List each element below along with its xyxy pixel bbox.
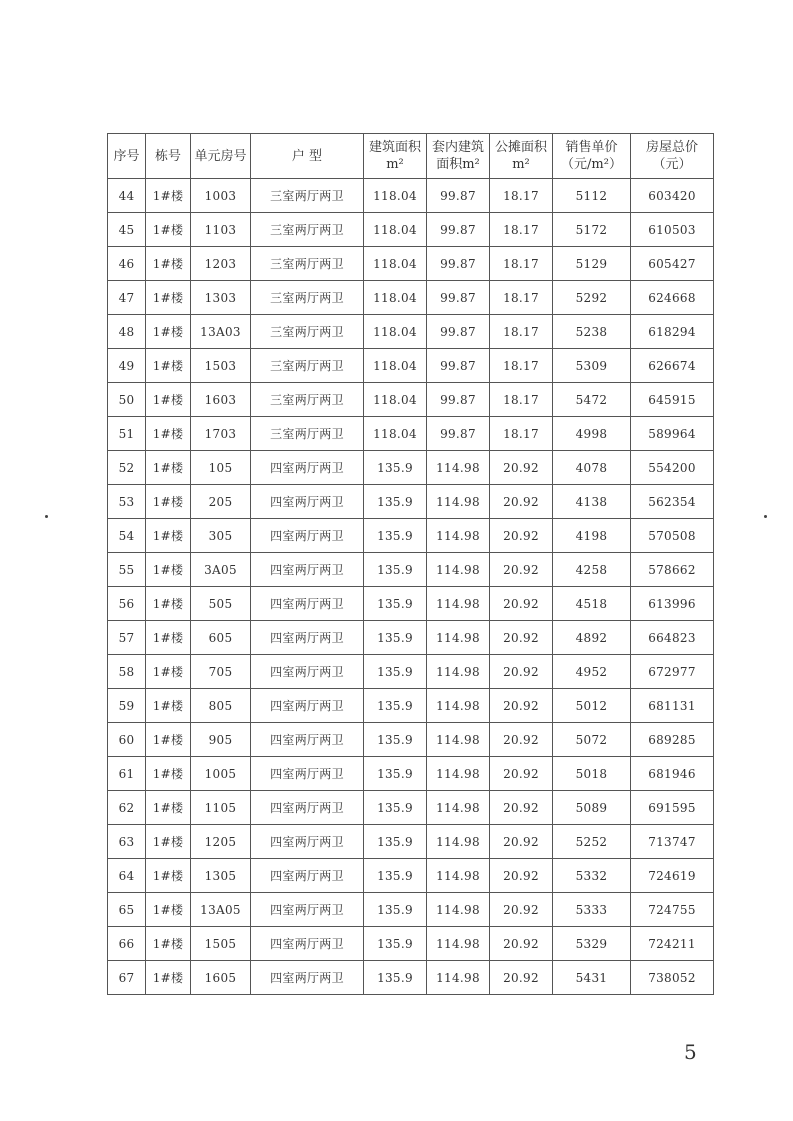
cell-layout: 四室两厅两卫 [251, 791, 364, 825]
cell-building: 1#楼 [146, 655, 191, 689]
cell-unit-price: 5329 [553, 927, 631, 961]
cell-seq: 50 [108, 383, 146, 417]
cell-shared-area: 18.17 [490, 349, 553, 383]
cell-building-area: 135.9 [364, 621, 427, 655]
cell-unit-price: 5072 [553, 723, 631, 757]
cell-total-price: 626674 [631, 349, 714, 383]
header-unit-price: 销售单价 （元/m²） [553, 134, 631, 179]
cell-inner-area: 99.87 [427, 315, 490, 349]
cell-unit: 3A05 [191, 553, 251, 587]
cell-inner-area: 114.98 [427, 451, 490, 485]
cell-building-area: 118.04 [364, 417, 427, 451]
cell-inner-area: 114.98 [427, 791, 490, 825]
cell-building: 1#楼 [146, 893, 191, 927]
cell-unit: 13A05 [191, 893, 251, 927]
cell-inner-area: 114.98 [427, 927, 490, 961]
cell-building-area: 135.9 [364, 927, 427, 961]
cell-building: 1#楼 [146, 689, 191, 723]
cell-shared-area: 18.17 [490, 315, 553, 349]
cell-layout: 四室两厅两卫 [251, 859, 364, 893]
cell-shared-area: 20.92 [490, 655, 553, 689]
cell-unit: 1605 [191, 961, 251, 995]
cell-unit: 1105 [191, 791, 251, 825]
header-unit: 单元房号 [191, 134, 251, 179]
cell-building: 1#楼 [146, 961, 191, 995]
cell-layout: 四室两厅两卫 [251, 825, 364, 859]
cell-building: 1#楼 [146, 417, 191, 451]
cell-unit-price: 5018 [553, 757, 631, 791]
cell-layout: 三室两厅两卫 [251, 417, 364, 451]
cell-unit-price: 4952 [553, 655, 631, 689]
cell-seq: 46 [108, 247, 146, 281]
cell-building-area: 118.04 [364, 315, 427, 349]
cell-unit-price: 4892 [553, 621, 631, 655]
table-row [108, 417, 714, 451]
cell-unit-price: 5129 [553, 247, 631, 281]
cell-shared-area: 20.92 [490, 723, 553, 757]
cell-unit-price: 5238 [553, 315, 631, 349]
table-body [108, 179, 714, 995]
cell-shared-area: 20.92 [490, 825, 553, 859]
cell-building: 1#楼 [146, 553, 191, 587]
cell-layout: 四室两厅两卫 [251, 893, 364, 927]
header-seq: 序号 [108, 134, 146, 179]
cell-inner-area: 114.98 [427, 961, 490, 995]
cell-unit-price: 5431 [553, 961, 631, 995]
cell-inner-area: 99.87 [427, 179, 490, 213]
housing-price-table [107, 133, 714, 995]
cell-unit-price: 4998 [553, 417, 631, 451]
page-number: 5 [684, 1040, 697, 1064]
cell-unit: 705 [191, 655, 251, 689]
cell-building-area: 135.9 [364, 859, 427, 893]
cell-total-price: 605427 [631, 247, 714, 281]
cell-inner-area: 114.98 [427, 689, 490, 723]
cell-inner-area: 114.98 [427, 655, 490, 689]
cell-unit: 105 [191, 451, 251, 485]
cell-total-price: 570508 [631, 519, 714, 553]
cell-unit-price: 5089 [553, 791, 631, 825]
cell-total-price: 724755 [631, 893, 714, 927]
cell-layout: 四室两厅两卫 [251, 587, 364, 621]
cell-inner-area: 114.98 [427, 519, 490, 553]
cell-inner-area: 114.98 [427, 587, 490, 621]
cell-building: 1#楼 [146, 179, 191, 213]
cell-unit: 1303 [191, 281, 251, 315]
table-row [108, 961, 714, 995]
cell-seq: 64 [108, 859, 146, 893]
table-row [108, 179, 714, 213]
cell-unit-price: 5292 [553, 281, 631, 315]
cell-shared-area: 20.92 [490, 451, 553, 485]
cell-inner-area: 114.98 [427, 485, 490, 519]
header-shared-area: 公摊面积 m² [490, 134, 553, 179]
cell-shared-area: 20.92 [490, 689, 553, 723]
table-row [108, 859, 714, 893]
cell-unit-price: 5012 [553, 689, 631, 723]
cell-shared-area: 18.17 [490, 179, 553, 213]
cell-building-area: 135.9 [364, 451, 427, 485]
cell-layout: 四室两厅两卫 [251, 621, 364, 655]
cell-building: 1#楼 [146, 791, 191, 825]
cell-seq: 67 [108, 961, 146, 995]
cell-unit-price: 4078 [553, 451, 631, 485]
cell-building: 1#楼 [146, 315, 191, 349]
cell-unit: 1203 [191, 247, 251, 281]
cell-unit-price: 4518 [553, 587, 631, 621]
table-row [108, 893, 714, 927]
table-row [108, 553, 714, 587]
cell-seq: 48 [108, 315, 146, 349]
cell-total-price: 691595 [631, 791, 714, 825]
cell-seq: 44 [108, 179, 146, 213]
cell-total-price: 724211 [631, 927, 714, 961]
cell-seq: 61 [108, 757, 146, 791]
cell-unit-price: 5112 [553, 179, 631, 213]
cell-unit: 1205 [191, 825, 251, 859]
cell-unit: 205 [191, 485, 251, 519]
cell-inner-area: 99.87 [427, 417, 490, 451]
table-row [108, 519, 714, 553]
cell-building: 1#楼 [146, 213, 191, 247]
cell-unit: 13A03 [191, 315, 251, 349]
cell-seq: 52 [108, 451, 146, 485]
cell-inner-area: 114.98 [427, 621, 490, 655]
cell-shared-area: 20.92 [490, 519, 553, 553]
cell-seq: 56 [108, 587, 146, 621]
cell-inner-area: 99.87 [427, 281, 490, 315]
cell-building: 1#楼 [146, 451, 191, 485]
cell-shared-area: 20.92 [490, 553, 553, 587]
cell-seq: 51 [108, 417, 146, 451]
cell-unit-price: 5332 [553, 859, 631, 893]
scan-speck [45, 515, 48, 518]
cell-building-area: 135.9 [364, 961, 427, 995]
cell-unit-price: 4258 [553, 553, 631, 587]
cell-unit: 505 [191, 587, 251, 621]
cell-building-area: 135.9 [364, 723, 427, 757]
table-row [108, 825, 714, 859]
table-row [108, 587, 714, 621]
cell-unit: 1005 [191, 757, 251, 791]
cell-unit-price: 5333 [553, 893, 631, 927]
cell-layout: 四室两厅两卫 [251, 723, 364, 757]
table-row [108, 383, 714, 417]
cell-shared-area: 18.17 [490, 247, 553, 281]
cell-shared-area: 18.17 [490, 417, 553, 451]
cell-shared-area: 18.17 [490, 213, 553, 247]
cell-building-area: 135.9 [364, 587, 427, 621]
cell-inner-area: 99.87 [427, 247, 490, 281]
cell-total-price: 664823 [631, 621, 714, 655]
cell-building: 1#楼 [146, 281, 191, 315]
cell-layout: 四室两厅两卫 [251, 689, 364, 723]
cell-total-price: 554200 [631, 451, 714, 485]
cell-layout: 三室两厅两卫 [251, 213, 364, 247]
cell-unit-price: 5252 [553, 825, 631, 859]
cell-building: 1#楼 [146, 859, 191, 893]
cell-layout: 四室两厅两卫 [251, 519, 364, 553]
cell-building: 1#楼 [146, 349, 191, 383]
cell-building-area: 135.9 [364, 655, 427, 689]
cell-total-price: 603420 [631, 179, 714, 213]
header-inner-area: 套内建筑 面积m² [427, 134, 490, 179]
cell-total-price: 713747 [631, 825, 714, 859]
cell-layout: 三室两厅两卫 [251, 315, 364, 349]
cell-building-area: 118.04 [364, 247, 427, 281]
table-header-row [108, 134, 714, 179]
cell-unit: 1103 [191, 213, 251, 247]
cell-unit-price: 5472 [553, 383, 631, 417]
cell-shared-area: 20.92 [490, 961, 553, 995]
table-row [108, 213, 714, 247]
cell-total-price: 618294 [631, 315, 714, 349]
cell-total-price: 589964 [631, 417, 714, 451]
cell-shared-area: 20.92 [490, 859, 553, 893]
cell-inner-area: 114.98 [427, 825, 490, 859]
cell-total-price: 645915 [631, 383, 714, 417]
table-row [108, 689, 714, 723]
header-building: 栋号 [146, 134, 191, 179]
cell-unit: 805 [191, 689, 251, 723]
cell-seq: 54 [108, 519, 146, 553]
cell-unit: 1003 [191, 179, 251, 213]
cell-layout: 四室两厅两卫 [251, 961, 364, 995]
table-row [108, 349, 714, 383]
cell-building-area: 135.9 [364, 689, 427, 723]
cell-unit-price: 4198 [553, 519, 631, 553]
cell-seq: 59 [108, 689, 146, 723]
cell-total-price: 610503 [631, 213, 714, 247]
cell-unit: 1305 [191, 859, 251, 893]
cell-unit: 905 [191, 723, 251, 757]
cell-seq: 63 [108, 825, 146, 859]
cell-building-area: 135.9 [364, 893, 427, 927]
cell-seq: 49 [108, 349, 146, 383]
cell-unit: 605 [191, 621, 251, 655]
cell-seq: 47 [108, 281, 146, 315]
cell-building-area: 118.04 [364, 179, 427, 213]
cell-shared-area: 20.92 [490, 757, 553, 791]
table-row [108, 451, 714, 485]
cell-building-area: 118.04 [364, 349, 427, 383]
cell-shared-area: 18.17 [490, 383, 553, 417]
cell-building: 1#楼 [146, 519, 191, 553]
cell-unit: 1505 [191, 927, 251, 961]
cell-seq: 57 [108, 621, 146, 655]
cell-unit: 1603 [191, 383, 251, 417]
cell-building-area: 118.04 [364, 281, 427, 315]
cell-layout: 三室两厅两卫 [251, 247, 364, 281]
table-row [108, 485, 714, 519]
cell-unit: 305 [191, 519, 251, 553]
table-row [108, 927, 714, 961]
cell-layout: 三室两厅两卫 [251, 383, 364, 417]
cell-unit-price: 4138 [553, 485, 631, 519]
cell-seq: 53 [108, 485, 146, 519]
cell-building: 1#楼 [146, 247, 191, 281]
table-row [108, 791, 714, 825]
cell-inner-area: 114.98 [427, 757, 490, 791]
cell-layout: 四室两厅两卫 [251, 757, 364, 791]
cell-seq: 66 [108, 927, 146, 961]
cell-building: 1#楼 [146, 757, 191, 791]
cell-inner-area: 99.87 [427, 383, 490, 417]
cell-building: 1#楼 [146, 621, 191, 655]
cell-shared-area: 20.92 [490, 893, 553, 927]
cell-total-price: 672977 [631, 655, 714, 689]
cell-layout: 三室两厅两卫 [251, 281, 364, 315]
cell-inner-area: 114.98 [427, 553, 490, 587]
cell-total-price: 613996 [631, 587, 714, 621]
cell-seq: 62 [108, 791, 146, 825]
cell-total-price: 578662 [631, 553, 714, 587]
cell-seq: 60 [108, 723, 146, 757]
cell-shared-area: 20.92 [490, 621, 553, 655]
cell-layout: 四室两厅两卫 [251, 485, 364, 519]
table-row [108, 655, 714, 689]
cell-total-price: 689285 [631, 723, 714, 757]
cell-building-area: 135.9 [364, 757, 427, 791]
cell-building: 1#楼 [146, 927, 191, 961]
cell-building: 1#楼 [146, 723, 191, 757]
cell-building-area: 135.9 [364, 485, 427, 519]
cell-building-area: 135.9 [364, 519, 427, 553]
table-row [108, 281, 714, 315]
cell-layout: 三室两厅两卫 [251, 349, 364, 383]
cell-building-area: 118.04 [364, 213, 427, 247]
cell-shared-area: 20.92 [490, 927, 553, 961]
cell-seq: 45 [108, 213, 146, 247]
header-total-price: 房屋总价 （元） [631, 134, 714, 179]
table-row [108, 621, 714, 655]
cell-shared-area: 20.92 [490, 587, 553, 621]
cell-unit: 1703 [191, 417, 251, 451]
cell-seq: 58 [108, 655, 146, 689]
table-row [108, 247, 714, 281]
cell-layout: 四室两厅两卫 [251, 451, 364, 485]
cell-shared-area: 20.92 [490, 791, 553, 825]
cell-inner-area: 99.87 [427, 213, 490, 247]
cell-inner-area: 114.98 [427, 859, 490, 893]
cell-total-price: 724619 [631, 859, 714, 893]
cell-building: 1#楼 [146, 587, 191, 621]
cell-unit-price: 5309 [553, 349, 631, 383]
cell-layout: 四室两厅两卫 [251, 655, 364, 689]
cell-layout: 四室两厅两卫 [251, 927, 364, 961]
cell-shared-area: 20.92 [490, 485, 553, 519]
cell-inner-area: 114.98 [427, 723, 490, 757]
cell-total-price: 681131 [631, 689, 714, 723]
cell-seq: 55 [108, 553, 146, 587]
cell-unit: 1503 [191, 349, 251, 383]
cell-building-area: 135.9 [364, 825, 427, 859]
cell-inner-area: 114.98 [427, 893, 490, 927]
cell-building-area: 118.04 [364, 383, 427, 417]
cell-layout: 四室两厅两卫 [251, 553, 364, 587]
cell-total-price: 624668 [631, 281, 714, 315]
cell-building-area: 135.9 [364, 553, 427, 587]
cell-inner-area: 99.87 [427, 349, 490, 383]
scan-speck [764, 515, 767, 518]
cell-total-price: 562354 [631, 485, 714, 519]
cell-seq: 65 [108, 893, 146, 927]
table-row [108, 315, 714, 349]
cell-shared-area: 18.17 [490, 281, 553, 315]
cell-layout: 三室两厅两卫 [251, 179, 364, 213]
table-row [108, 757, 714, 791]
cell-unit-price: 5172 [553, 213, 631, 247]
header-building-area: 建筑面积 m² [364, 134, 427, 179]
cell-total-price: 738052 [631, 961, 714, 995]
cell-total-price: 681946 [631, 757, 714, 791]
cell-building: 1#楼 [146, 485, 191, 519]
cell-building: 1#楼 [146, 825, 191, 859]
header-layout: 户 型 [251, 134, 364, 179]
cell-building-area: 135.9 [364, 791, 427, 825]
table-row [108, 723, 714, 757]
cell-building: 1#楼 [146, 383, 191, 417]
